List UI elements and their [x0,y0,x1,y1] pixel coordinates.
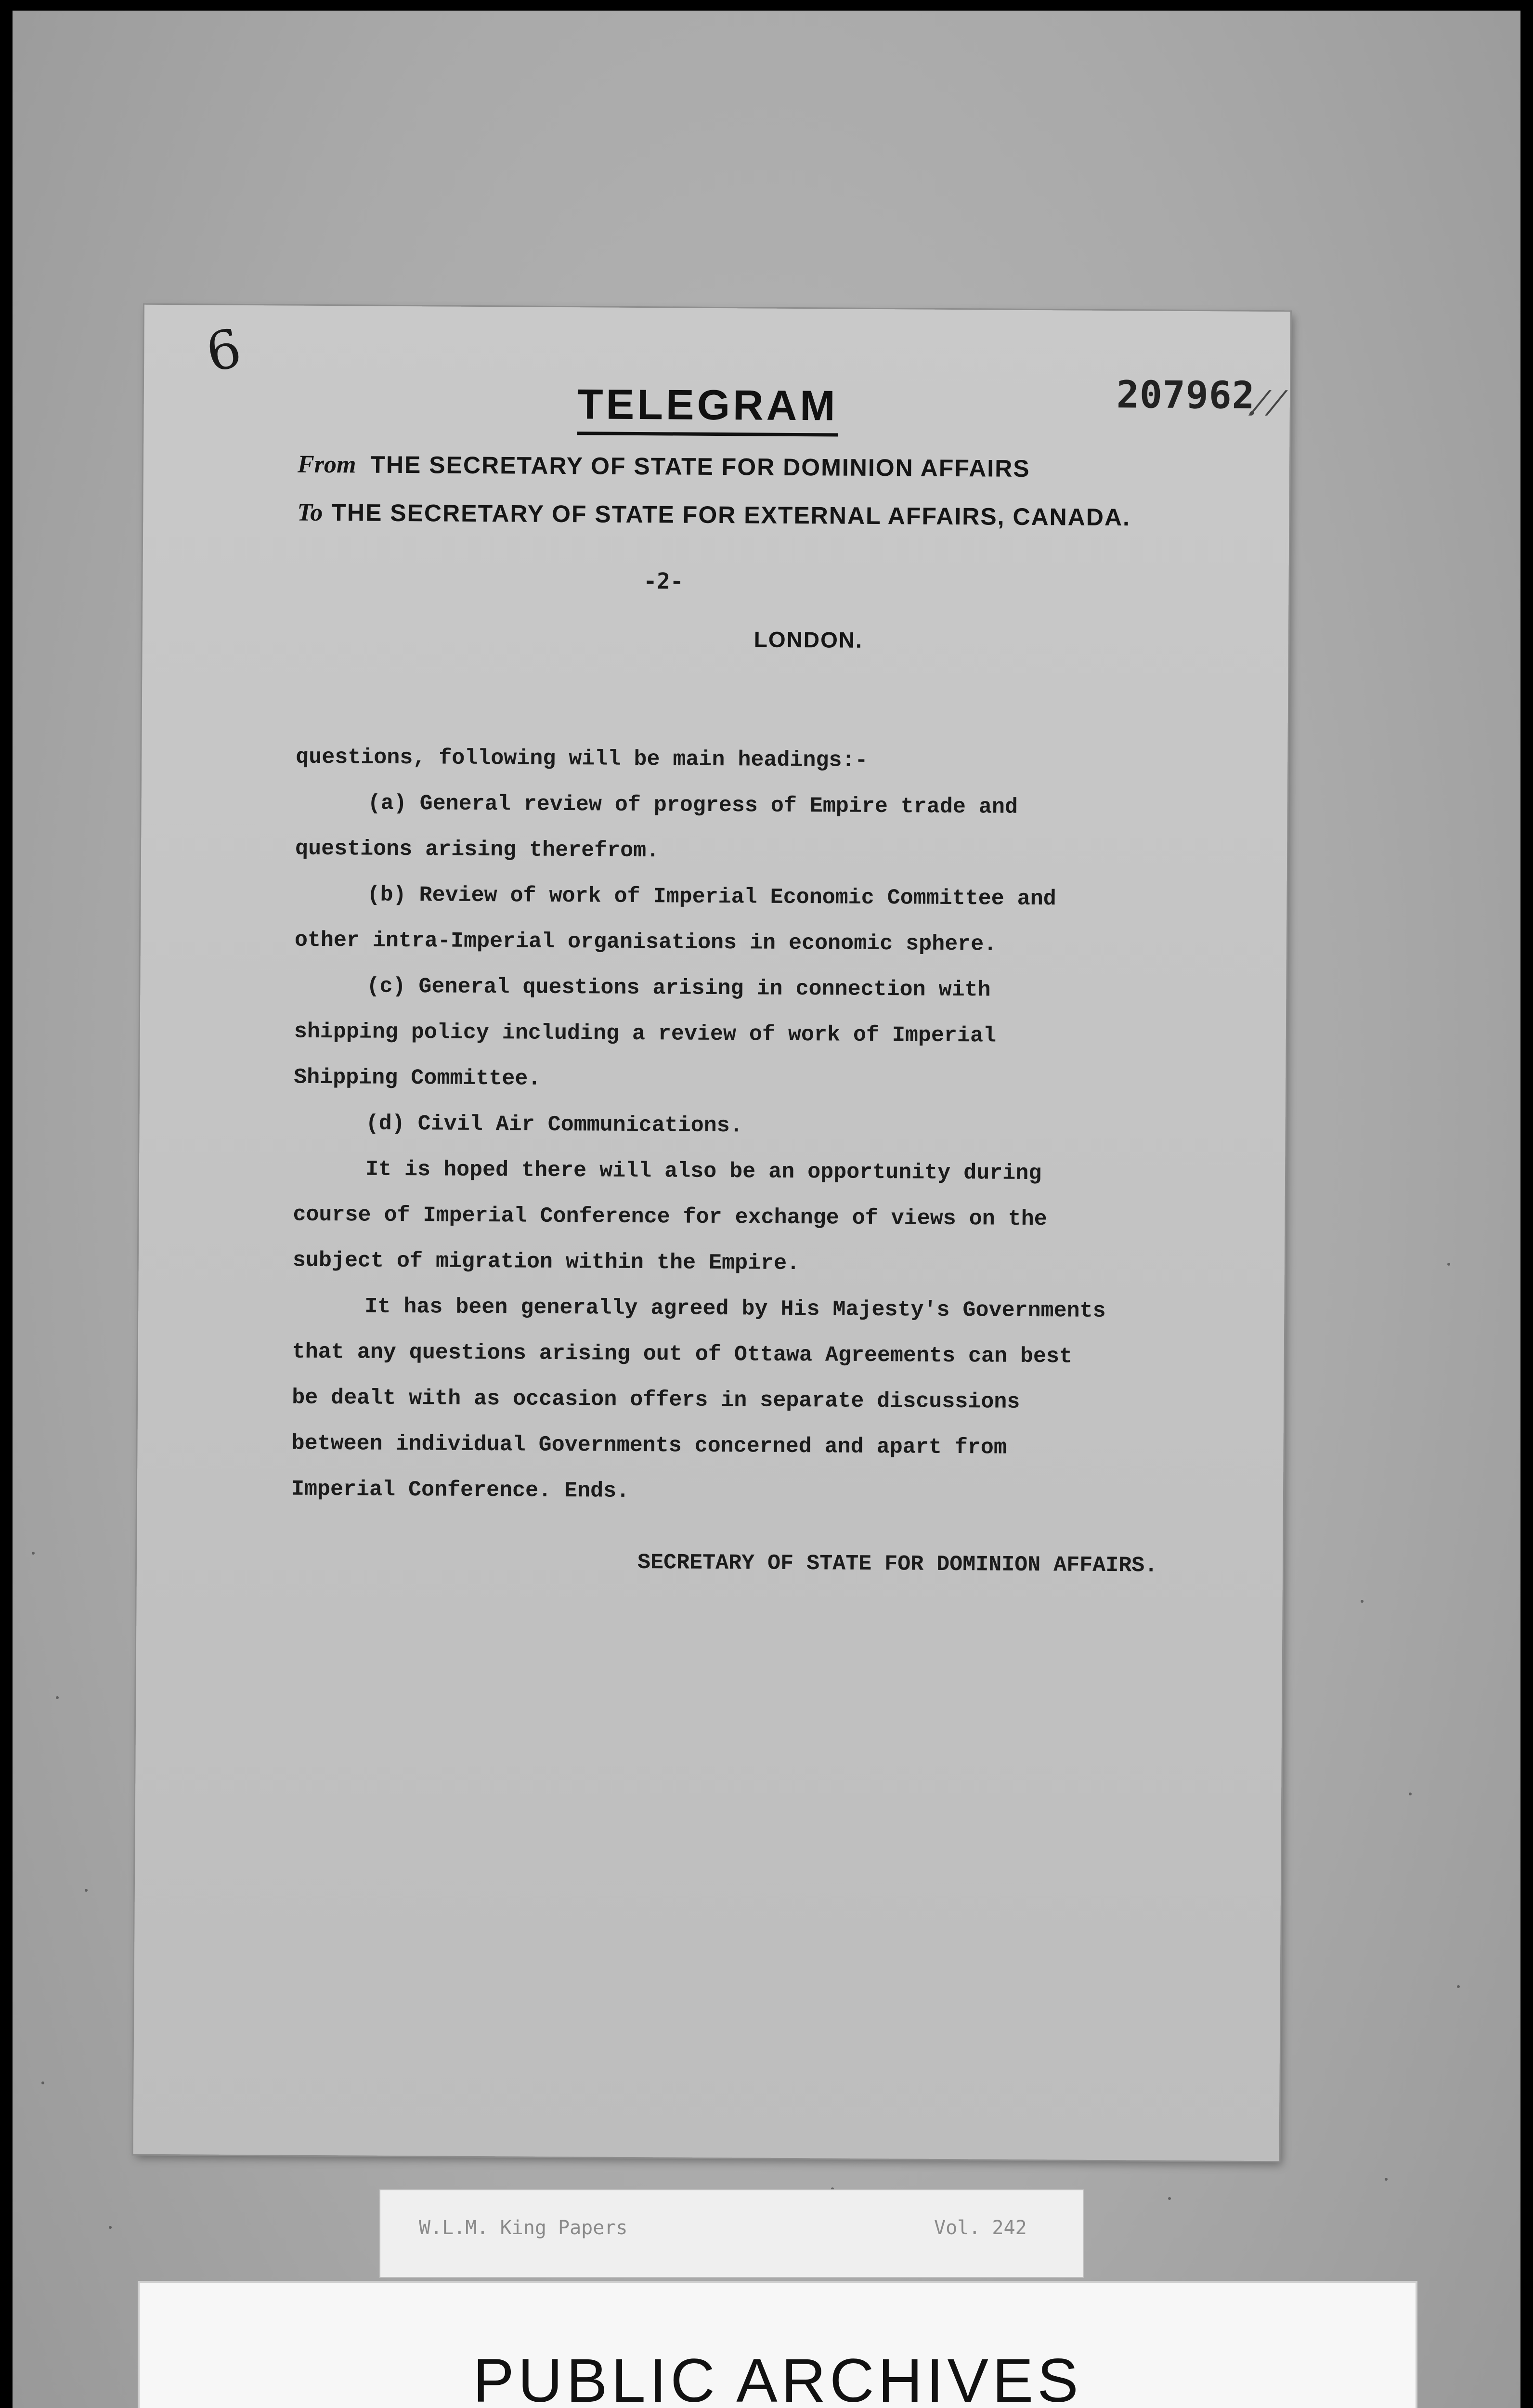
volume-number: Vol. 242 [934,2217,1027,2239]
speck [41,2081,44,2084]
dateline-city: LONDON. [754,627,863,653]
from-value: THE SECRETARY OF STATE FOR DOMINION AFFAIRS [370,451,1030,482]
collection-name: W.L.M. King Papers [419,2217,628,2239]
body-line: subject of migration within the Empire. [292,1248,800,1276]
speck [56,1696,59,1699]
body-line: that any questions arising out of Ottawa Agreements can best [292,1339,1073,1369]
speck [1447,1263,1450,1266]
body-line: Shipping Committee. [294,1065,541,1091]
body-line: It is hoped there will also be an opportunity during [365,1157,1042,1186]
speck [32,1552,35,1555]
speck [85,1889,88,1892]
body-line: shipping policy including a review of work of Imperial [294,1019,997,1048]
to-value: THE SECRETARY OF STATE FOR EXTERNAL AFFAIRS, CANADA. [331,499,1131,531]
body-line: course of Imperial Conference for exchange of views on the [293,1202,1047,1232]
body-line: (c) General questions arising in connection with [366,974,991,1003]
telegram-sheet [133,305,1290,2161]
to-label: To [297,498,323,527]
to-line [297,498,1130,532]
body-line: questions arising therefrom. [295,836,660,864]
body-line: between individual Governments concerned and apart from [291,1431,1007,1460]
collection-tag [380,2190,1083,2277]
body-line: Imperial Conference. Ends. [291,1477,630,1504]
pencil-mark: 6 [201,316,247,384]
speck [1409,1793,1412,1795]
body-line: (d) Civil Air Communications. [365,1111,743,1139]
archive-label-card [140,2283,1416,2408]
telegram-body [291,734,1259,1518]
from-label: From [297,450,356,479]
body-line: (a) General review of progress of Empire trade and [367,791,1018,820]
speck [1385,2178,1388,2181]
speck [1361,1600,1364,1603]
body-line: other intra-Imperial organisations in economic sphere. [294,928,997,957]
body-line: It has been generally agreed by His Majesty's Governments [364,1294,1106,1323]
signature-line: SECRETARY OF STATE FOR DOMINION AFFAIRS. [637,1550,1158,1578]
page-number: -2- [643,568,684,594]
speck [1168,2197,1171,2200]
speck [109,2226,112,2229]
archive-line-english: PUBLIC ARCHIVES [473,2346,1082,2408]
from-line [298,450,1030,483]
body-line: be dealt with as occasion offers in separate discussions [292,1385,1020,1414]
speck [1457,1985,1460,1988]
body-line: (b) Review of work of Imperial Economic Committee and [367,882,1056,912]
body-line: questions, following will be main headings:- [296,745,868,773]
document-number-suffix: .⁄ ⁄ [1246,383,1279,424]
document-number: 207962 [1116,373,1255,418]
telegram-title: TELEGRAM [577,380,838,436]
